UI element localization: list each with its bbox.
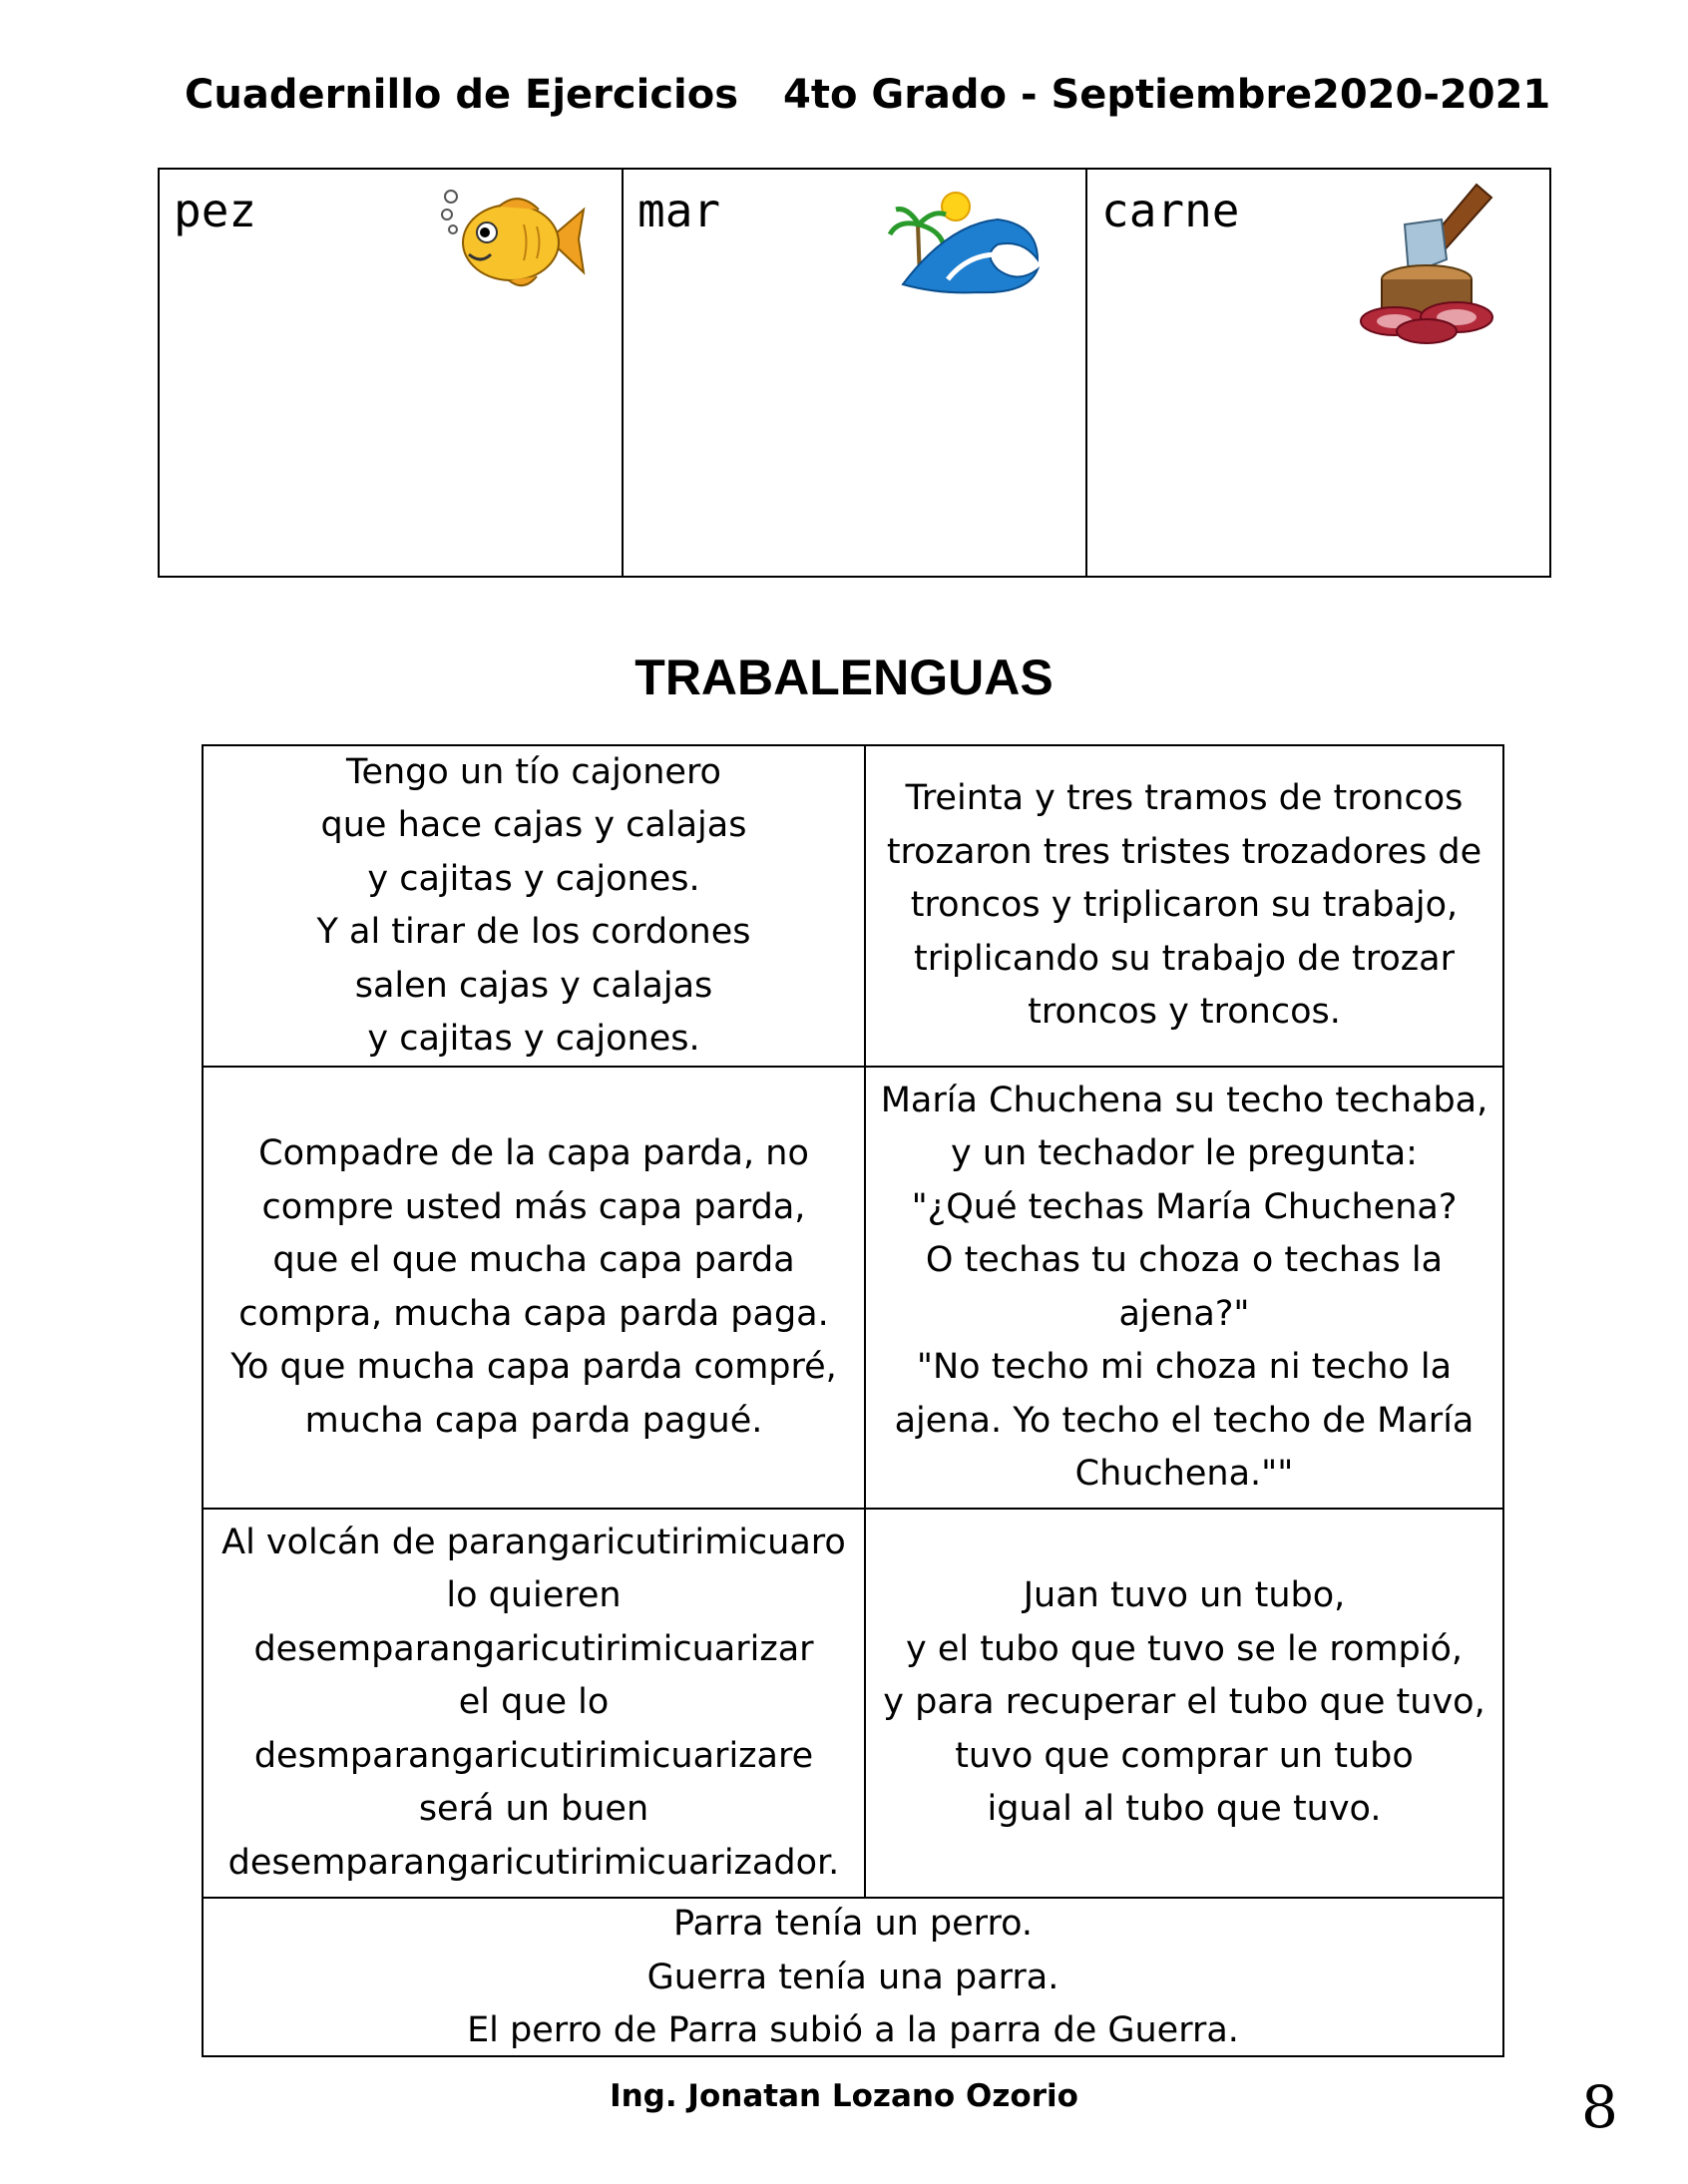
word-cell-pez — [160, 170, 624, 576]
sea-wave-icon — [888, 185, 1043, 294]
page-header — [0, 72, 1688, 132]
tongue-twister-table — [202, 744, 1504, 2057]
page-number: 8 — [1581, 2073, 1618, 2141]
header-title: Cuadernillo de Ejercicios — [185, 72, 739, 118]
header-year: 2020-2021 — [1312, 72, 1551, 118]
word-label: carne — [1101, 184, 1240, 237]
table-row — [204, 1068, 1502, 1510]
table-row — [204, 1510, 1502, 1899]
fish-icon — [429, 185, 589, 294]
table-row — [204, 1899, 1502, 2057]
word-cell-mar — [624, 170, 1087, 576]
section-title: TRABALENGUAS — [634, 650, 1054, 705]
tongue-twister-troncos: Treinta y tres tramos de troncos trozaron tres tristes trozadores de troncos y triplicaron su trabajo, triplicando su trabajo de trozar troncos y troncos. — [886, 778, 1482, 1033]
tongue-twister-volcan: Al volcán de parangaricutirimicuaro lo quieren desemparangaricutirimicuarizar el que lo desmparangaricutirimicuarizare será un buen desemparangaricutirimicuarizador. — [204, 1510, 866, 1897]
footer-author: Ing. Jonatan Lozano Ozorio — [610, 2078, 1078, 2114]
header-grade: 4to Grado - Septiembre — [783, 72, 1313, 118]
tongue-twister-cajonero: Tengo un tío cajonero que hace cajas y calajas y cajitas y cajones. Y al tirar de los cordones salen cajas y calajas y cajitas y cajones. — [204, 746, 866, 1066]
tongue-twister-maria-chuchena: María Chuchena su techo techaba, y un techador le pregunta: "¿Qué techas María Chuchena? O techas tu choza o techas la ajena?" "No techo mi choza ni techo la ajena. Yo techo el techo de María Chuchena."" — [880, 1080, 1488, 1494]
tongue-twister-parra-guerra: Parra tenía un perro. Guerra tenía una parra. El perro de Parra subió a la parra de Guerra. — [467, 1904, 1239, 2051]
meat-axe-icon — [1357, 180, 1516, 349]
word-table — [158, 168, 1551, 578]
tongue-twister-capa-parda: Compadre de la capa parda, no compre usted más capa parda, que el que mucha capa parda compra, mucha capa parda paga. Yo que mucha capa parda compré, mucha capa parda pagué. — [204, 1068, 866, 1508]
tongue-twister-tubo: Juan tuvo un tubo, y el tubo que tuvo se le rompió, y para recuperar el tubo que tuvo, tuvo que comprar un tubo igual al tubo que tuvo. — [883, 1575, 1485, 1830]
word-label: pez — [174, 184, 257, 237]
word-cell-carne — [1087, 170, 1549, 576]
word-label: mar — [637, 184, 721, 237]
table-row — [204, 746, 1502, 1068]
